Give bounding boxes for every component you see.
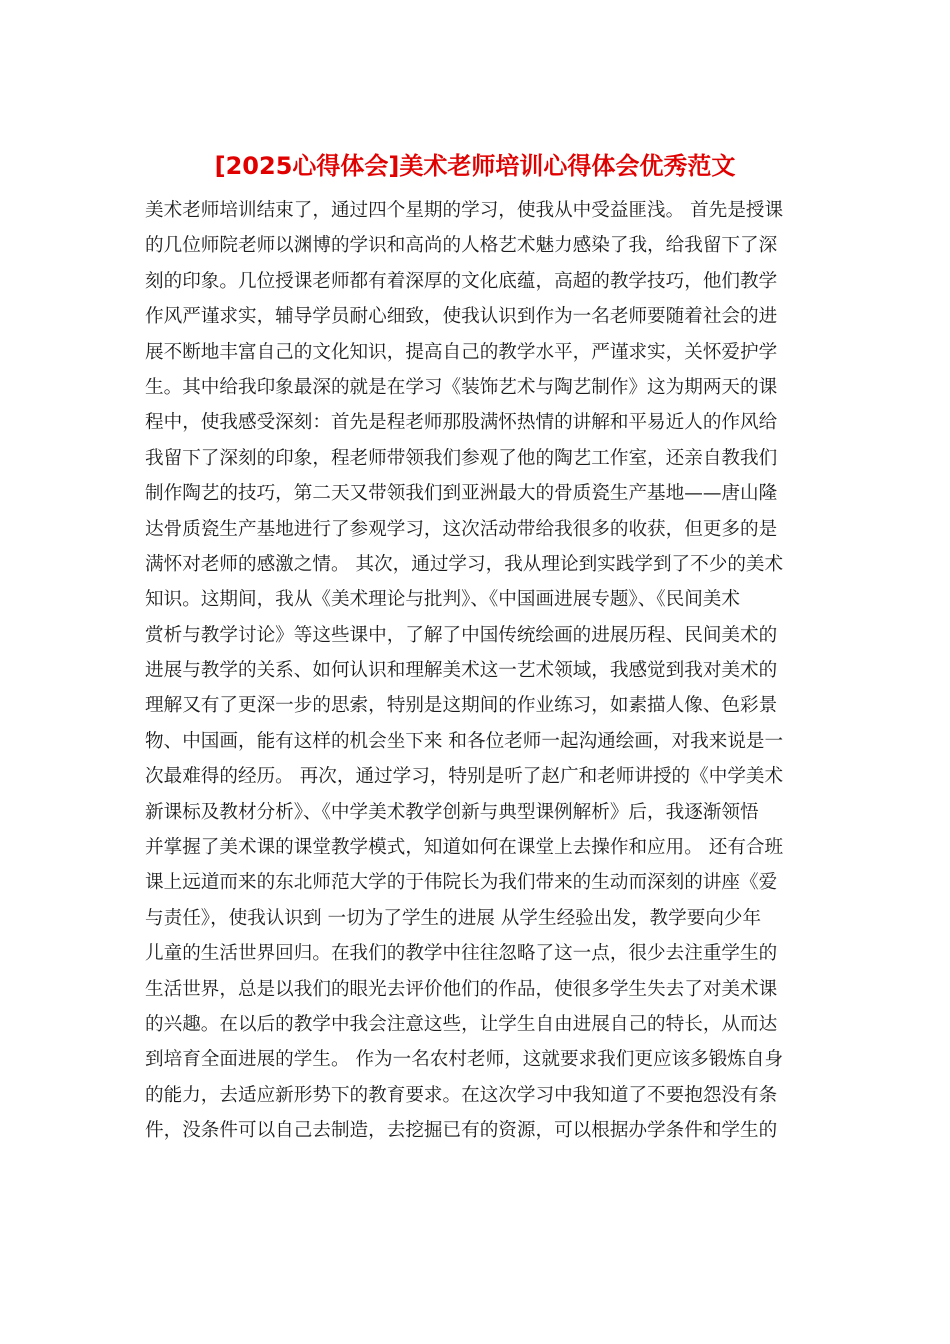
body-line: 生活世界，总是以我们的眼光去评价他们的作品，使很多学生失去了对美术课 (145, 978, 778, 1000)
body-line: 课上远道而来的东北师范大学的于伟院长为我们带来的生动而深刻的讲座《爱 (145, 872, 778, 894)
body-line: 作风严谨求实，辅导学员耐心细致，使我认识到作为一名老师要随着社会的进 (145, 306, 778, 328)
body-line: 儿童的生活世界回归。在我们的教学中往往忽略了这一点，很少去注重学生的 (145, 943, 778, 965)
body-line: 到培育全面进展的学生。 作为一名农村老师，这就要求我们更应该多锻炼自身 (145, 1049, 784, 1071)
body-line: 达骨质瓷生产基地进行了参观学习，这次活动带给我很多的收获，但更多的是 (145, 518, 778, 540)
body-line: 理解又有了更深一步的思索，特别是这期间的作业练习，如素描人像、色彩景 (145, 695, 778, 717)
body-line: 的能力，去适应新形势下的教育要求。在这次学习中我知道了不要抱怨没有条 (145, 1084, 778, 1106)
body-line: 我留下了深刻的印象，程老师带领我们参观了他的陶艺工作室，还亲自教我们 (145, 447, 778, 469)
body-line: 件，没条件可以自己去制造，去挖掘已有的资源，可以根据办学条件和学生的 (145, 1120, 778, 1142)
body-line: 次最难得的经历。 再次，通过学习，特别是听了赵广和老师讲授的《中学美术 (145, 766, 784, 788)
body-line: 的几位师院老师以渊博的学识和高尚的人格艺术魅力感染了我，给我留下了深 (145, 235, 778, 257)
body-line: 展不断地丰富自己的文化知识，提高自己的教学水平，严谨求实，关怀爱护学 (145, 341, 778, 363)
body-line: 知识。这期间，我从《美术理论与批判》、《中国画进展专题》、《民间美术 (145, 589, 740, 611)
document-body (145, 193, 805, 1149)
body-line: 程中，使我感受深刻：首先是程老师那股满怀热情的讲解和平易近人的作风给 (145, 412, 778, 434)
body-line: 刻的印象。几位授课老师都有着深厚的文化底蕴，高超的教学技巧，他们教学 (145, 270, 778, 292)
body-line: 进展与教学的关系、如何认识和理解美术这一艺术领域，我感觉到我对美术的 (145, 660, 778, 682)
body-line: 新课标及教材分析》、《中学美术教学创新与典型课例解析》后，我逐渐领悟 (145, 801, 759, 823)
body-line: 的兴趣。在以后的教学中我会注意这些，让学生自由进展自己的特长，从而达 (145, 1013, 778, 1035)
body-line: 物、中国画，能有这样的机会坐下来 和各位老师一起沟通绘画，对我来说是一 (145, 730, 784, 752)
body-line: 制作陶艺的技巧，第二天又带领我们到亚洲最大的骨质瓷生产基地——唐山隆 (145, 483, 778, 505)
body-line: 与责任》，使我认识到 一切为了学生的进展 从学生经验出发，教学要向少年 (145, 907, 762, 929)
body-line: 美术老师培训结束了，通过四个星期的学习，使我从中受益匪浅。 首先是授课 (145, 200, 784, 221)
body-line: 并掌握了美术课的课堂教学模式，知道如何在课堂上去操作和应用。 还有合班 (145, 837, 784, 859)
body-line: 满怀对老师的感激之情。 其次，通过学习，我从理论到实践学到了不少的美术 (145, 553, 784, 575)
document-title: [2025心得体会]美术老师培训心得体会优秀范文 (214, 152, 736, 180)
body-line: 赏析与教学讨论》等这些课中，了解了中国传统绘画的进展历程、民间美术的 (145, 624, 778, 646)
body-line: 生。其中给我印象最深的就是在学习《装饰艺术与陶艺制作》这为期两天的课 (145, 376, 778, 398)
